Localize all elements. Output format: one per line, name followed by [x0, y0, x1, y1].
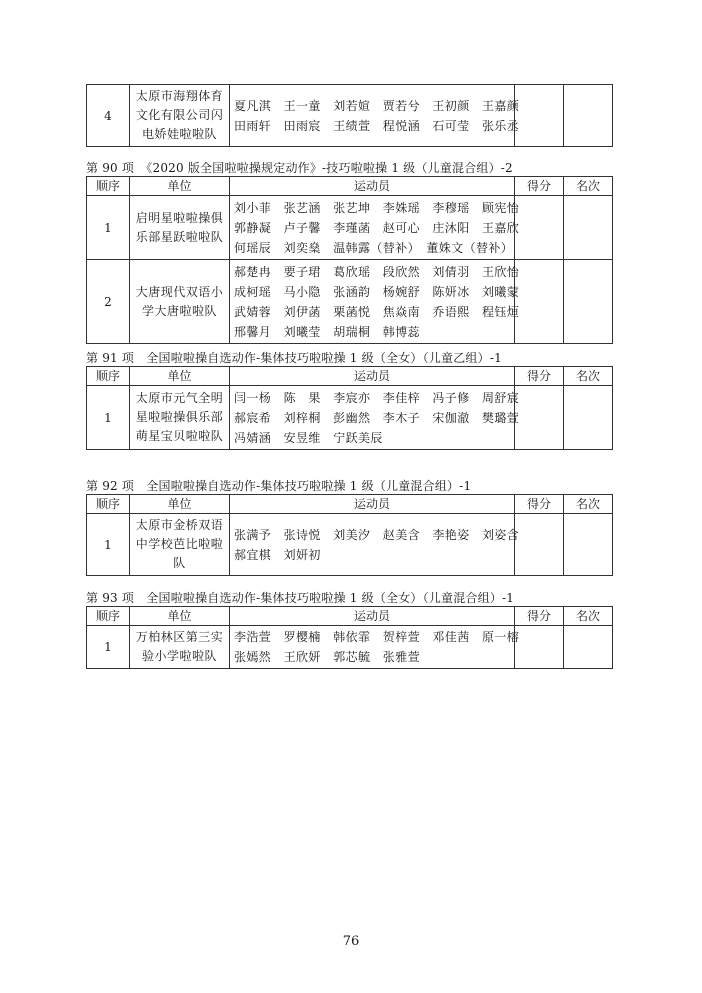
page-number: 76: [342, 934, 360, 949]
row-number: 1: [87, 386, 130, 450]
header-score: 得分: [515, 367, 564, 386]
athlete-line: 闫一杨 陈 果 李宸亦 李佳梓 冯子修 周舒宸: [234, 390, 520, 405]
athlete-list: [230, 626, 520, 669]
header-athletes: 运动员: [230, 367, 515, 386]
event-title: 第 91 项 全国啦啦操自选动作-集体技巧啦啦操 1 级（全女）（儿童乙组）-1: [86, 351, 502, 365]
athlete-line: 张满予 张诗悦 刘美汐 赵美含 李艳姿 刘姿含: [234, 527, 520, 542]
continued-table-block: [86, 84, 612, 147]
row-number: 4: [87, 85, 130, 147]
rank-cell: [564, 85, 613, 147]
athlete-list: [230, 196, 520, 260]
table-row: [87, 386, 613, 450]
header-score: 得分: [515, 607, 564, 626]
table-row: [87, 196, 613, 260]
event-section-91: [86, 350, 612, 450]
athlete-line: 冯婧涵 安昱维 宁跃美辰: [234, 430, 383, 445]
event-title: 第 92 项 全国啦啦操自选动作-集体技巧啦啦操 1 级（儿童混合组）-1: [86, 479, 472, 493]
athlete-line: 郝楚冉 要子珺 葛欣瑶 段欣然 刘倩羽 王欣怡: [234, 264, 520, 279]
unit-line: 队: [173, 556, 186, 570]
unit-name: [130, 386, 230, 450]
athlete-line: 何瑶辰 刘奕燊 温韩露（替补） 董姝文（替补）: [234, 240, 514, 255]
unit-name: [130, 514, 230, 576]
unit-line: 星啦啦操俱乐部: [135, 410, 224, 424]
table-row: [87, 85, 613, 147]
score-cell: [515, 386, 564, 450]
event-section-92: [86, 478, 612, 576]
athlete-list: [230, 386, 520, 450]
row-number: 1: [87, 514, 130, 576]
event-table: [86, 366, 613, 450]
header-rank: 名次: [564, 495, 613, 514]
event-table: [86, 176, 613, 344]
unit-line: 中学校芭比啦啦: [135, 537, 224, 551]
score-cell: [515, 260, 564, 344]
unit-line: 太原市海翔体育: [135, 89, 224, 103]
header-rank: 名次: [564, 367, 613, 386]
score-cell: [515, 514, 564, 576]
header-rank: 名次: [564, 177, 613, 196]
header-unit: 单位: [130, 607, 230, 626]
event-title: 第 93 项 全国啦啦操自选动作-集体技巧啦啦操 1 级（全女）（儿童混合组）-1: [86, 591, 515, 605]
score-cell: [515, 626, 564, 669]
header-rank: 名次: [564, 607, 613, 626]
rank-cell: [564, 626, 613, 669]
unit-line: 萌星宝贝啦啦队: [135, 429, 224, 443]
unit-line: 大唐现代双语小: [135, 284, 224, 299]
rank-cell: [564, 260, 613, 344]
unit-line: 太原市金桥双语: [135, 518, 224, 532]
score-cell: [515, 85, 564, 147]
table-header-row: [87, 607, 613, 626]
row-number: 1: [87, 196, 130, 260]
score-cell: [515, 196, 564, 260]
unit-name: [130, 626, 230, 669]
table-row: [87, 626, 613, 669]
header-athletes: 运动员: [230, 495, 515, 514]
event-section-93: [86, 590, 612, 669]
unit-line: 太原市元气全明: [135, 391, 224, 405]
athlete-line: 郝宜棋 刘妍初: [234, 547, 321, 562]
event-title: 第 90 项 《2020 版全国啦啦操规定动作》-技巧啦啦操 1 级（儿童混合组）-2: [86, 161, 513, 175]
continued-table: [86, 84, 613, 147]
event-table: [86, 606, 613, 669]
table-header-row: [87, 367, 613, 386]
rank-cell: [564, 386, 613, 450]
athlete-line: 李浩萱 罗樱楠 韩依霏 贺梓萱 邓佳茜 原一榕: [234, 630, 520, 644]
athlete-line: 成柯瑶 马小隐 张涵韵 杨婉舒 陈妍冰 刘曦蒙: [234, 284, 520, 299]
table-header-row: [87, 495, 613, 514]
header-unit: 单位: [130, 367, 230, 386]
unit-line: 电娇娃啦啦队: [141, 127, 217, 141]
unit-line: 万柏林区第三实: [135, 630, 224, 644]
unit-line: 学大唐啦啦队: [141, 303, 217, 318]
athlete-list: [230, 514, 520, 576]
athlete-line: 郝宸希 刘梓桐 彭幽然 李木子 宋伽澈 樊璐萱: [234, 410, 520, 425]
table-row: [87, 514, 613, 576]
athlete-list: [230, 85, 520, 147]
athlete-line: 夏凡淇 王一童 刘若媗 贾若兮 王初颜 王嘉颜: [234, 98, 520, 113]
athlete-line: 郭静凝 卢子馨 李瑾菡 赵可心 庄沐阳 王嘉欣: [234, 220, 520, 235]
unit-line: 文化有限公司闪: [135, 108, 224, 122]
athlete-line: 张嫣然 王欣妍 郭芯毓 张雅萱: [234, 650, 421, 664]
header-no: 顺序: [87, 367, 130, 386]
unit-name: [130, 260, 230, 344]
header-unit: 单位: [130, 177, 230, 196]
athlete-line: 邢馨月 刘曦莹 胡瑞桐 韩博蕊: [234, 324, 421, 339]
rank-cell: [564, 514, 613, 576]
athlete-line: 田雨轩 田雨宸 王绩萱 程悦涵 石可莹 张乐丞: [234, 118, 520, 133]
header-no: 顺序: [87, 495, 130, 514]
table-row: [87, 260, 613, 344]
table-header-row: [87, 177, 613, 196]
header-unit: 单位: [130, 495, 230, 514]
unit-line: 乐部星跃啦啦队: [135, 229, 224, 244]
unit-name: [130, 85, 230, 147]
rank-cell: [564, 196, 613, 260]
header-score: 得分: [515, 495, 564, 514]
row-number: 2: [87, 260, 130, 344]
unit-name: [130, 196, 230, 260]
row-number: 1: [87, 626, 130, 669]
event-section-90: [86, 160, 612, 344]
athlete-line: 刘小菲 张艺涵 张艺坤 李姝瑶 李穆瑶 顾宪怡: [234, 200, 520, 215]
unit-line: 验小学啦啦队: [141, 649, 217, 663]
header-athletes: 运动员: [230, 177, 515, 196]
event-table: [86, 494, 613, 576]
header-athletes: 运动员: [230, 607, 515, 626]
header-no: 顺序: [87, 177, 130, 196]
athlete-list: [230, 260, 520, 344]
header-no: 顺序: [87, 607, 130, 626]
unit-line: 启明星啦啦操俱: [135, 210, 224, 225]
header-score: 得分: [515, 177, 564, 196]
athlete-line: 武婧蓉 刘伊菡 栗菡悦 焦焱南 乔语熙 程钰烜: [234, 304, 520, 319]
